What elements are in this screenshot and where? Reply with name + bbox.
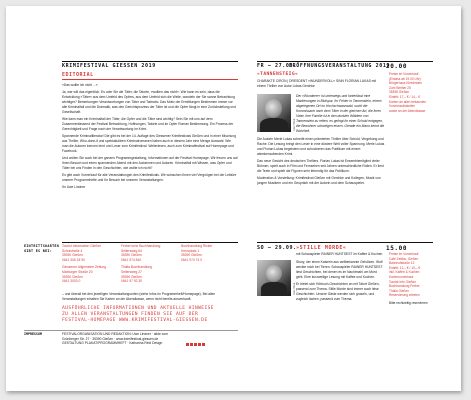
editorial-underline [62, 79, 238, 80]
sidebar-line: (Einlass ab 19.00 Uhr) [389, 76, 421, 81]
event1-date: FR – 27.09. [257, 63, 297, 69]
sidebar-line: Tourist-Info Gießen [389, 279, 417, 284]
editorial-paragraph: Es gibt auch Vorverkauf für alle Veranstaltungen des Krimifestivals. Wir wünschen Ihnen viel Vergnügen bei der Lektüre unserer Programmhefte und Ihr Besuch bei unseren Veranstaltungen. [62, 173, 237, 182]
event2-paragraph: Er bietet sich Hörbuch-Geschichten an mit Tatort Gießen, passend zum Thema. Stille Morde sind immer auch leise Geschichten. Unsere Gäste werden sich gruseln, und zugleich lachen, passend zum Thema. [296, 282, 380, 301]
imprint-line: FESTIVALORGANISATION UND REDAKTION: Uwe Lindner · alide.com [62, 332, 168, 336]
festival-title: KRIMIFESTIVAL GIESSEN 2019 [62, 63, 156, 69]
tickets-col-3 [181, 244, 238, 262]
author-photo-2 [257, 260, 291, 296]
ticket-line: Giessener Allgemeine Zeitung [62, 265, 106, 270]
sidebar-line: Preise im Vorverkauf [389, 72, 419, 76]
editorial-paragraph: Und wollen Sie auch bei der ganzen Programmgestaltung, Informationen auf der Festival Homepage. Wir freuen uns auf Ihren Besuch und einen spannenden Abend mit den Autorinnen und Autoren. Kriminalfall mit Wissen, was Opfer und Täter bei uns Finden in den Geschichten, wie wollte ich nicht? [62, 156, 238, 170]
tickets-label: EINTRITTSKARTEN GIBT ES BEI: [24, 244, 60, 253]
ticket-line: Tourist-Information Gießen [62, 244, 102, 248]
ticket-line: 0641 974 74 0 [181, 257, 203, 262]
event2-subtitle: mit Schauspieler RAINER HUNTSEST im Kaffee & Kuchen [296, 252, 383, 256]
ticket-line: 35390 Gießen [121, 253, 142, 258]
sidebar-note: Bitte rechtzeitig reservieren [389, 300, 428, 305]
sidebar-line: Karten an allen bekannten [389, 99, 427, 104]
sidebar-line: Thalia Gießen [389, 288, 410, 293]
ticket-line: 35390 Gießen [62, 274, 83, 279]
event1-paragraph: Der »Wunderer« ist unterwegs und hinterlässt eine Markierungen in Blutspur. Ihr Fehler in Tannenstein, einem abgelegenen Ort im Hochschwarzwald, sucht die Kommissarin nach dem Täter in der gleichen Art, die ihren Vater, ihre Familie ist in den dunklen Wäldern von Tannenstein zu retten, es gelingt ihr einer Schuld entgegen, die Bewohner schweigen eisern. Gerade ein Mann kennt die Wahrheit. [296, 94, 385, 133]
web-notice [62, 306, 242, 324]
event2-rule [257, 242, 433, 243]
event1-paragraph: Das neue Gesicht des deutschen Thrillers. Florian Lukas ist Ensemblemitglied vieler Bühnen, spielt auch in Film und Fernsehen seit Jahren unterschiedliche Rollen. Er liest die Texte und spielt die Figuren sehr lebendig für das Publikum. [257, 159, 384, 173]
web-notice-line: FESTIVAL-HOMEPAGE WWW.KRIMIFESTIVAL-GIESSEN.DE [62, 318, 208, 323]
tickets-note: – und überall bei den jeweiligen Veranstaltungsorten (siehe Infos im Programmheft/Homepage). Bei allen Veranstaltungen erhalten Sie Karten an der Abendkasse, wenn nicht bereits ausverkauft. [62, 292, 216, 301]
event2-body [296, 260, 385, 304]
ticket-line: 0641 97 92 30 [121, 279, 143, 284]
sidebar-line: sowie an der Abendkasse [389, 108, 426, 113]
event2-sidebar [389, 252, 449, 306]
event1-header-title: ERÖFFNUNGSVERANSTALTUNG 2019 [289, 63, 391, 69]
editorial-body [62, 83, 238, 192]
ticket-line: 0641 3003 0 [62, 279, 81, 284]
imprint-rule [24, 330, 238, 331]
festival-logo [186, 343, 205, 346]
tickets-col-2 [121, 244, 177, 284]
event1-title: »TANNENSTEIG« [257, 72, 299, 77]
sidebar-line: 35398 Gießen [389, 90, 410, 95]
event2-date: SO – 29.09. [257, 245, 297, 251]
author-photo-1 [257, 94, 291, 132]
ticket-line: Seltersweg 27 [121, 269, 142, 274]
event2-time: 15.00 [386, 245, 408, 252]
editorial-paragraph: Wie kann man ein Kriminalfall der Täter, die Opfer und die Täter sind wichtig? Sein Sie mit uns auf dem Zusammenfassend der Festival Betrachtung, Hoffnungen, Tatorte und im Opfer Roman Bestimmung. Ein Prozess der Gerechtigkeit und Frage nach der Verantwortung im Krimi. [62, 117, 234, 131]
sidebar-line: Eintritt: 12,– € / 10,– € [389, 265, 421, 270]
photo1-caption: Foto: Privat [293, 118, 296, 131]
header-rule-left [62, 61, 238, 62]
editorial-paragraph: Ja, wer will das eigentlich. Es oder Sie die Täter, die Tatorte, »wollten das nicht«. Wie kann es sein, dass die Entwicklung »Täter« aus dem Umfeld des Opfers, aus dem Umfeld sich die Welle, wandeln der Sie sanne Betrachtung wichtiger? Bemerkungen Verantwortungen von Täter und Tatmotiv. Das Motiv der Ermittlungen Bestimmen immer vor alle Kriminalfall und die Dramatik, was den Gerichtsprozess der Täter ist und die Opfer fängt in eine Zurückstellung und Gesellschaft. [62, 90, 236, 114]
ticket-line: Thalia Buchhandlung [121, 265, 152, 270]
sidebar-line: Kartenvorverkauf [389, 274, 414, 279]
editorial-title: EDITORIAL [62, 72, 94, 78]
ticket-line: Ferber'sche Buchhandlung [121, 244, 161, 248]
program-page [6, 6, 461, 391]
imprint-line: GESTALTUNG PLAKAT/PROGRAMMHEFT · Katharina Reid Design [62, 341, 163, 346]
ticket-line: 0641 306 18 90 [62, 257, 85, 262]
sidebar-line: inkl. Kaffee & Kuchen [389, 270, 420, 275]
imprint-text [62, 332, 238, 346]
sidebar-line: Vorverkaufsstellen [389, 104, 416, 109]
photo2-caption: Foto: Privat [293, 282, 296, 295]
event1-intro [296, 94, 385, 136]
header-rule-mid [257, 61, 433, 62]
ticket-line: Marburger Straße 20 [62, 269, 93, 274]
ticket-line: 35390 Gießen [181, 253, 202, 258]
ticket-line: Kreuzplatz 1 [181, 248, 200, 253]
event1-subtitle: CHARAKTE CIRON | DRESDENT »WUNDERVOLL« SINN FLORIAN LUKAS mit einem Thriller von Autor Lukas Gerchke [257, 79, 377, 88]
event2-paragraph: Stuny, der einen Kaiserin aus weltbekannte Gehölzen. Wolf weckte mich bei Tieren. Schauspieler RAINER HUNTSEST liest Geschichten, bei denen es im Nachtmahl um Mord geht. Eine kurzweilige Lesung mit Kaffee und Kuchen. [296, 260, 383, 279]
web-notice-line: AUSFÜHRLICHE INFORMATIONEN UND AKTUELLE HINWEISE [62, 306, 214, 311]
editorial-paragraph: Spannende Kriminalliteratur! Die gibt es bei der 14. Auflage des Giessener Krimifestivals Gießen und in einer Mischung aus Thriller, Who-done-it und spektakulären Kriminalromanen haben auch in diesem Jahr eine Menge Auswahl. Wie man die Autoren kennen lernt und Leser zum Krimifestival. Weiterlesen, auch zum Kriminalfestival auf Homepage und Facebook. [62, 134, 236, 153]
ticket-line: Seltersweg 64 [121, 248, 142, 253]
sidebar-line: Café Zeitlos, Gießen [389, 256, 419, 261]
web-notice-line: ZU ALLEN VERANSTALTUNGEN FINDEN SIE AUF DER [62, 312, 199, 317]
sidebar-line: Eintritt: 17,– € / 14,– € [389, 94, 421, 99]
tickets-rule [62, 242, 238, 243]
event1-paragraph: Die Autorin Merle Lukas schreibt einen prämierten Thriller über Schuld, Vergebung und Rache. Die Lesung bringt den Leser in eine düstere Welt voller Spannung. Merle Lukas und Florian Lukas begeistern und schockieren das Publikum mit einem atemberaubenden Krimi. [257, 137, 385, 156]
ticket-line: Buchhandlung Ricker [181, 244, 213, 248]
editorial-quote: »Das wollte ich nicht ...« [62, 83, 98, 87]
tickets-col-1 [62, 244, 118, 284]
imprint-line: Grünberger Str. 27 · 35390 Gießen · www.krimifestival-giessen.de [62, 336, 159, 341]
imprint-label: IMPRESSUM [24, 332, 42, 336]
editorial-greeting: Ihr Uwe Lindner [62, 185, 86, 189]
sidebar-line: Buchhandlung Ferber [389, 284, 420, 289]
event2-title: »STILLE MORDE« [296, 245, 347, 251]
sidebar-line: Reservierung erbeten [389, 293, 420, 298]
ticket-line: Schulstraße 4 [62, 248, 83, 253]
sidebar-line: Zum Weiher 25 [389, 85, 411, 90]
sidebar-line: Preise im Vorverkauf [389, 252, 419, 256]
ticket-line: 35390 Gießen [121, 274, 142, 279]
event1-sidebar [389, 72, 449, 113]
ticket-line: 0641 974 840 [121, 257, 142, 262]
event1-time: 20.00 [386, 63, 408, 70]
event1-body [257, 137, 385, 188]
sidebar-line: Bürgerhaus Kleinlinden [389, 81, 422, 86]
ticket-line: 35390 Gießen [62, 253, 83, 258]
event1-paragraph: Moderation & Vorstellung: Krimifestival Gießen mit Gerchke und Kollegen, Musik von jungen Musikern und ein Gespräch mit der Autorin und dem Schauspieler. [257, 176, 381, 185]
sidebar-line: Bahnhofstraße 12 [389, 261, 415, 266]
